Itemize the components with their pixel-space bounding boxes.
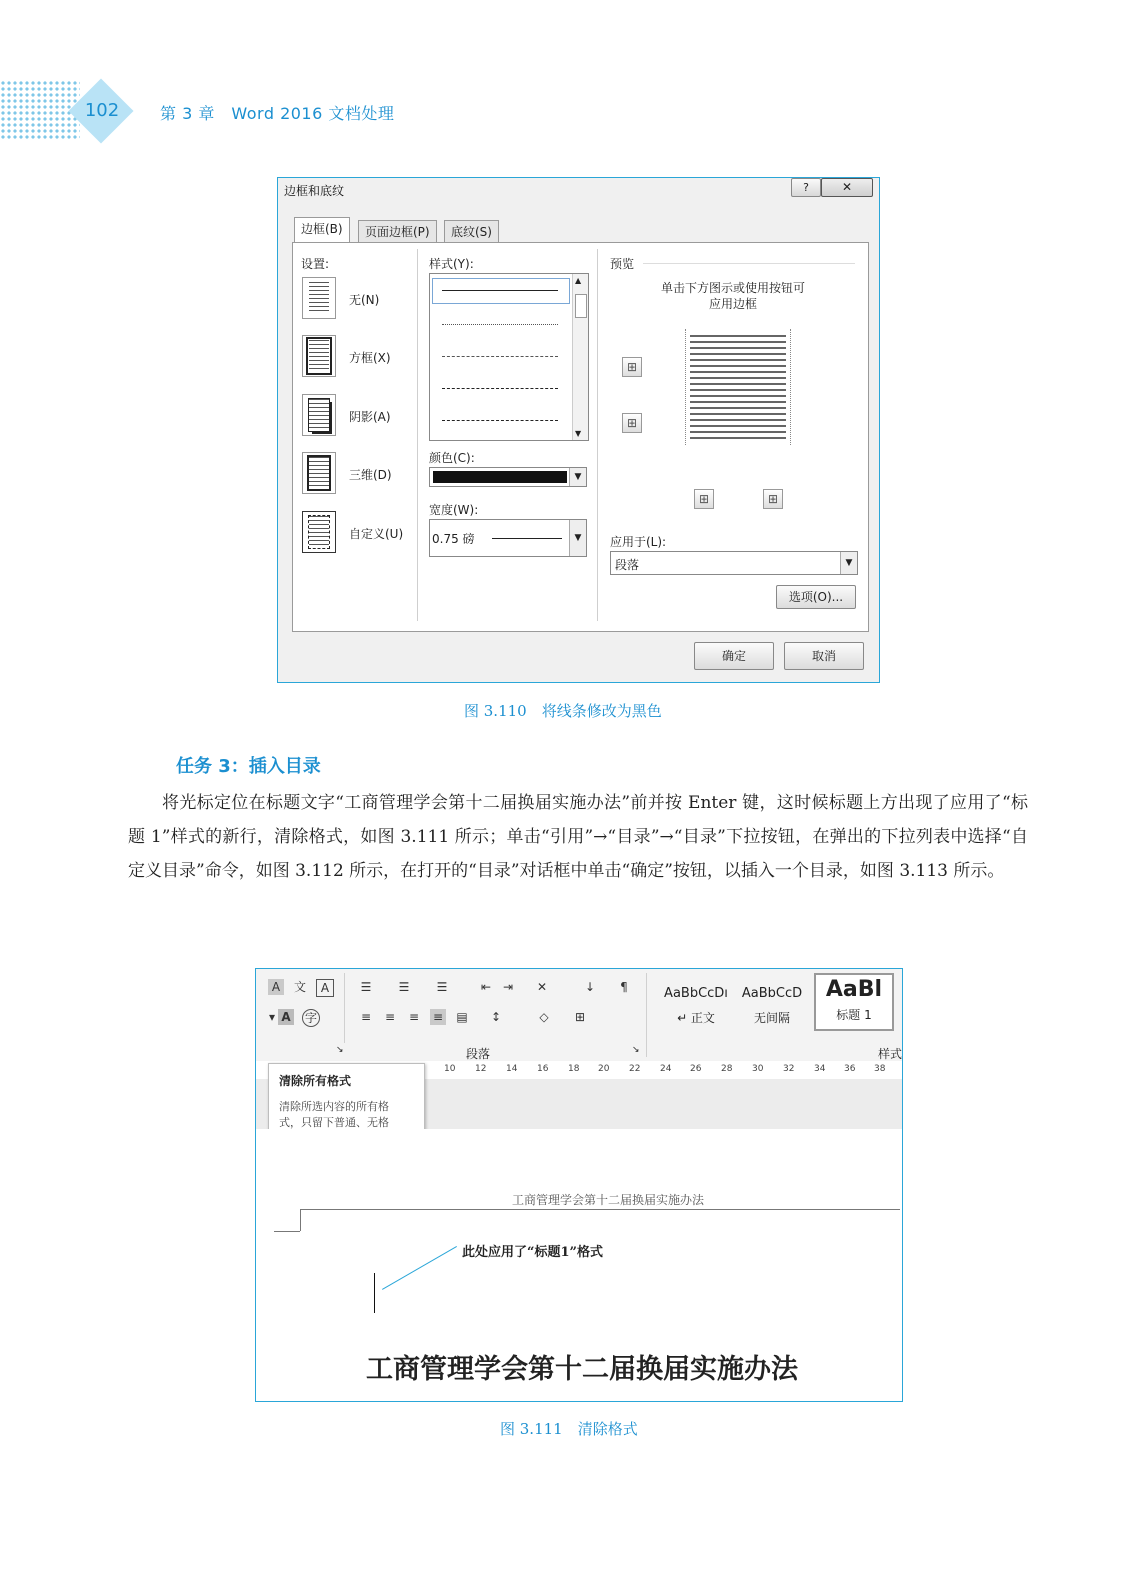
color-swatch: [433, 471, 567, 483]
enclose-characters-icon[interactable]: 字: [302, 1009, 320, 1027]
dropdown-arrow-icon[interactable]: ▼: [840, 552, 857, 574]
document-page[interactable]: [256, 1129, 902, 1402]
annotation-label: 此处应用了“标题1”格式: [462, 1245, 604, 1260]
tooltip-body-2: 式，只留下普通、无格: [279, 1116, 389, 1129]
selected-line-style[interactable]: [432, 278, 570, 304]
tooltip-title: 清除所有格式: [279, 1074, 352, 1088]
borders-icon[interactable]: ⊞: [574, 1010, 586, 1024]
preview-text-lines: [690, 335, 786, 439]
ruler-tick: 14: [506, 1064, 518, 1074]
styles-group-label: 样式: [878, 1047, 903, 1061]
setting-label: 设置:: [301, 257, 330, 271]
style-label: 样式(Y):: [429, 257, 474, 271]
color-select[interactable]: [429, 467, 587, 487]
apply-to-select[interactable]: [610, 551, 858, 575]
style-sample: AaBl: [825, 977, 883, 1002]
clear-format-screenshot: [255, 968, 903, 1402]
setting-box-label[interactable]: 方框(X): [349, 351, 391, 365]
ruler-tick: 32: [783, 1064, 795, 1074]
line-dash-dot[interactable]: [442, 420, 558, 421]
multilevel-list-icon[interactable]: ☰: [436, 980, 448, 994]
margin-mark: [274, 1231, 300, 1232]
figure-caption-3-111: 图 3.111 清除格式: [500, 1420, 638, 1438]
setting-shadow-label[interactable]: 阴影(A): [349, 410, 391, 424]
preview-area[interactable]: [685, 329, 791, 445]
borders-shading-dialog: [277, 177, 880, 683]
task-heading: 任务 3：插入目录: [176, 756, 321, 777]
style-name: ↵ 正文: [677, 1011, 715, 1025]
dialog-launcher-icon[interactable]: ↘: [632, 1045, 640, 1055]
ruler-tick: 26: [690, 1064, 702, 1074]
style-sample: AaBbCcDı: [664, 986, 728, 1001]
ruler-tick: 36: [844, 1064, 856, 1074]
ruler-tick: 18: [568, 1064, 580, 1074]
width-line-sample: [492, 538, 562, 539]
cancel-button[interactable]: 取消: [784, 642, 864, 670]
width-value: 0.75 磅: [432, 532, 475, 546]
scroll-thumb[interactable]: [575, 294, 587, 318]
chapter-title: 第 3 章 Word 2016 文档处理: [160, 104, 395, 123]
character-shading-icon[interactable]: A: [278, 1009, 294, 1025]
separator: [417, 249, 418, 621]
decrease-indent-icon[interactable]: ⇤: [480, 980, 492, 994]
ruler-tick: 10: [444, 1064, 456, 1074]
left-border-button[interactable]: ⊞: [694, 489, 714, 509]
sort-icon[interactable]: ↓: [584, 980, 596, 994]
setting-shadow-icon[interactable]: [302, 394, 336, 436]
color-label: 颜色(C):: [429, 451, 475, 465]
paragraph-text: 将光标定位在标题文字“工商管理学会第十二届换届实施办法”前并按 Enter 键，这时候标题上方出现了应用了“标题 1”样式的新行，清除格式，如图 3.111 所示；单击“引用”→“目录”→“目录”下拉按钮，在弹出的下拉列表中选择“自定义目录”命令，如图 3.112 所示，在打开的“目录”对话框中单击“确定”按钮，以插入一个目录，如图 3.113 所示。: [128, 793, 1028, 881]
setting-3d-label[interactable]: 三维(D): [349, 468, 392, 482]
setting-none-icon[interactable]: [302, 277, 336, 319]
dropdown-arrow-icon[interactable]: ▼: [569, 468, 586, 486]
body-paragraph: [128, 786, 1028, 888]
dialog-title: 边框和底纹: [284, 184, 345, 198]
align-center-icon[interactable]: ≡: [384, 1010, 396, 1024]
help-button[interactable]: ?: [791, 178, 821, 197]
increase-indent-icon[interactable]: ⇥: [502, 980, 514, 994]
line-solid[interactable]: [442, 290, 558, 291]
shading-icon[interactable]: ◇: [539, 1010, 549, 1024]
ruler-tick: 16: [537, 1064, 549, 1074]
bullets-icon[interactable]: ☰: [360, 980, 372, 994]
scroll-down-icon[interactable]: ▼: [575, 429, 582, 438]
margin-mark: [300, 1209, 301, 1231]
separator: [597, 249, 598, 621]
style-name: 标题 1: [836, 1008, 872, 1022]
bottom-border-button[interactable]: ⊞: [622, 413, 642, 433]
clear-formatting-icon[interactable]: A: [268, 979, 284, 995]
ruler-tick: 28: [721, 1064, 733, 1074]
setting-none-label[interactable]: 无(N): [349, 293, 380, 307]
ruler-tick: 38: [874, 1064, 886, 1074]
document-title: 工商管理学会第十二届换届实施办法: [366, 1354, 798, 1385]
justify-icon[interactable]: ≡: [430, 1009, 446, 1025]
style-list-scrollbar[interactable]: [572, 274, 588, 440]
style-sample: AaBbCcD: [741, 986, 803, 1001]
dropdown-arrow-icon[interactable]: ▼: [569, 520, 586, 556]
apply-to-label: 应用于(L):: [610, 535, 667, 549]
distributed-icon[interactable]: ▤: [456, 1010, 468, 1024]
group-divider: [646, 973, 647, 1057]
close-button[interactable]: ✕: [821, 178, 873, 197]
chinese-layout-icon[interactable]: ✕: [536, 980, 548, 994]
paragraph-group-label: 段落: [466, 1047, 491, 1061]
setting-box-icon[interactable]: [302, 335, 336, 377]
line-dotted[interactable]: [442, 324, 558, 325]
style-name: 无间隔: [753, 1011, 790, 1025]
tooltip-body-1: 清除所选内容的所有格: [279, 1100, 389, 1113]
apply-to-value: 段落: [615, 558, 640, 572]
tab-page-border[interactable]: 页面边框(P): [358, 220, 437, 243]
preview-hint-2: 应用边框: [708, 297, 757, 311]
ruler-tick: 22: [629, 1064, 641, 1074]
tab-shading[interactable]: 底纹(S): [444, 220, 499, 243]
style-normal[interactable]: [660, 973, 732, 1029]
preview-hint-1: 单击下方图示或使用按钮可: [660, 281, 805, 295]
style-no-spacing[interactable]: [736, 973, 808, 1029]
header-rule: [300, 1209, 900, 1210]
setting-custom-icon[interactable]: [302, 511, 336, 553]
setting-custom-label[interactable]: 自定义(U): [349, 527, 404, 541]
line-spacing-icon[interactable]: ↕: [490, 1010, 502, 1024]
ruler-tick: 30: [752, 1064, 764, 1074]
setting-3d-icon[interactable]: [302, 452, 336, 494]
page-number: 102: [84, 100, 120, 121]
phonetic-guide-icon[interactable]: 文: [293, 980, 306, 994]
ruler-tick: 24: [660, 1064, 672, 1074]
top-border-button[interactable]: ⊞: [622, 357, 642, 377]
line-style-list[interactable]: [429, 273, 589, 441]
width-select[interactable]: [429, 519, 587, 557]
ruler-tick: 34: [814, 1064, 826, 1074]
width-label: 宽度(W):: [429, 503, 479, 517]
right-border-button[interactable]: ⊞: [763, 489, 783, 509]
dialog-launcher-icon[interactable]: ↘: [336, 1045, 344, 1055]
scroll-up-icon[interactable]: ▲: [575, 276, 582, 285]
page-header-text: 工商管理学会第十二届换届实施办法: [512, 1193, 705, 1207]
ruler-tick: 12: [475, 1064, 487, 1074]
options-button[interactable]: 选项(O)...: [776, 585, 856, 609]
ok-button[interactable]: 确定: [694, 642, 774, 670]
align-left-icon[interactable]: ≡: [360, 1010, 372, 1024]
annotation-pointer: [382, 1246, 457, 1290]
tab-panel: [292, 242, 869, 632]
figure-caption-3-110: 图 3.110 将线条修改为黑色: [464, 702, 662, 720]
ribbon: [256, 969, 902, 1062]
line-dashed[interactable]: [442, 388, 558, 389]
numbering-icon[interactable]: ☰: [398, 980, 410, 994]
align-right-icon[interactable]: ≡: [408, 1010, 420, 1024]
character-border-icon[interactable]: A: [316, 979, 334, 997]
preview-rule: [643, 263, 855, 264]
ruler-tick: 20: [598, 1064, 610, 1074]
line-dashed-small[interactable]: [442, 356, 558, 357]
show-marks-icon[interactable]: ¶: [620, 980, 628, 994]
preview-label: 预览: [610, 257, 635, 271]
dropdown-arrow-icon[interactable]: ▾: [268, 1010, 276, 1024]
tab-borders[interactable]: 边框(B): [294, 217, 350, 244]
group-divider: [344, 973, 345, 1043]
style-heading-1[interactable]: [814, 973, 894, 1031]
window-controls: [791, 178, 873, 196]
text-cursor: [374, 1273, 375, 1313]
